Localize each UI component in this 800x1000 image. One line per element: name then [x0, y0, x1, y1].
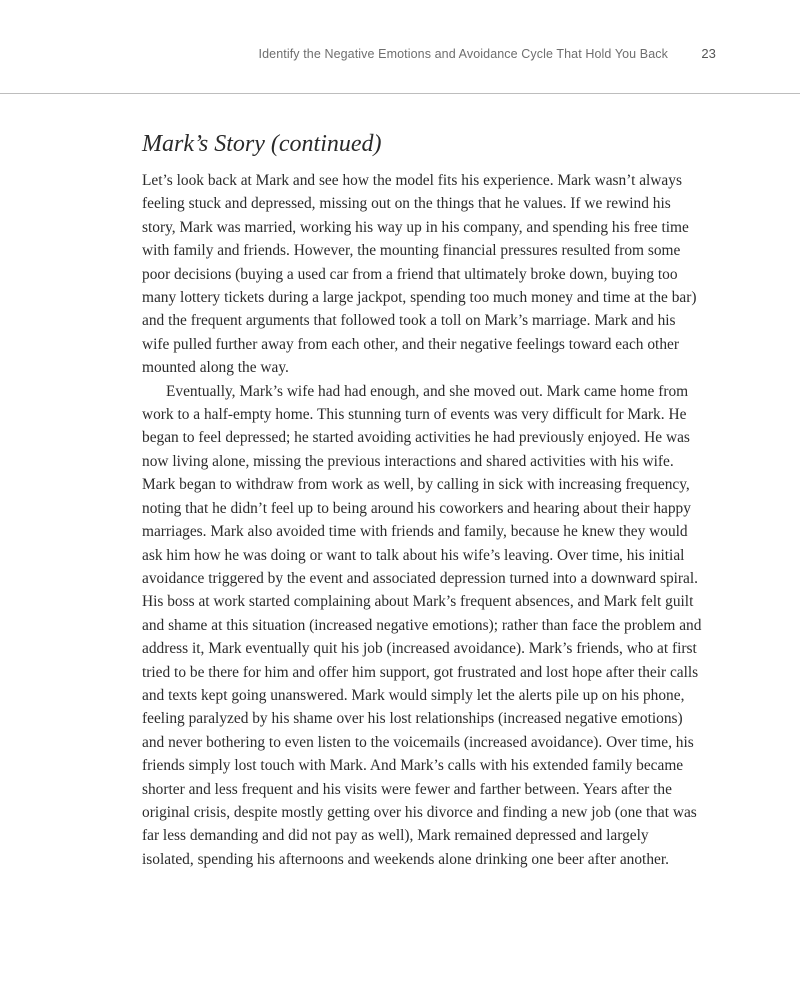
body-paragraph-2: Eventually, Mark’s wife had had enough, and she moved out. Mark came home from work to a half-empty home. This stunning turn of events was very difficult for Mark. He began to feel depressed; he started avoiding activities he had previously enjoyed. He was now living alone, missing the previous interactions and shared activities with his wife. Mark began to withdraw from work as well, by calling in sick with increasing frequency, noting that he didn’t feel up to being around his coworkers and hearing about their happy marriages. Mark also avoided time with friends and family, because he knew they would ask him how he was doing or want to talk about his wife’s leaving. Over time, his initial avoidance triggered by the event and associated depression turned into a downward spiral. His boss at work started complaining about Mark’s frequent absences, and Mark felt guilt and shame at this situation (increased negative emotions); rather than face the problem and address it, Mark eventually quit his job (increased avoidance). Mark’s friends, who at first tried to be there for him and offer him support, got frustrated and lost hope after their calls and texts kept going unanswered. Mark would simply let the alerts pile up on his phone, feeling paralyzed by his shame over his lost relationships (increased negative emotions) and never bothering to even listen to the voicemails (increased avoidance). Over time, his friends simply lost touch with Mark. And Mark’s calls with his extended family became shorter and less frequent and his visits were fewer and farther between. Years after the original crisis, despite mostly getting over his divorce and finding a new job (one that was far less demanding and did not pay as well), Mark remained depressed and largely isolated, spending his afternoons and weekends alone drinking one beer after another.	[142, 382, 702, 868]
body-paragraph-1: Let’s look back at Mark and see how the model fits his experience. Mark wasn’t always feeling stuck and depressed, missing out on the things that he values. If we rewind his story, Mark was married, working his way up in his company, and spending his free time with family and friends. However, the mounting financial pressures resulted from some poor decisions (buying a used car from a friend that ultimately broke down, buying too many lottery tickets during a large jackpot, spending too much money and time at the bar) and the frequent arguments that followed took a toll on Mark’s marriage. Mark and his wife pulled further away from each other, and their negative feelings toward each other mounted along the way.	[142, 172, 697, 377]
section-title: Mark’s Story (continued)	[142, 131, 382, 157]
page-body	[142, 128, 702, 871]
header-divider	[0, 93, 800, 94]
page-number: 23	[701, 46, 716, 61]
running-header	[0, 44, 800, 68]
running-title: Identify the Negative Emotions and Avoidance Cycle That Hold You Back	[258, 47, 668, 61]
